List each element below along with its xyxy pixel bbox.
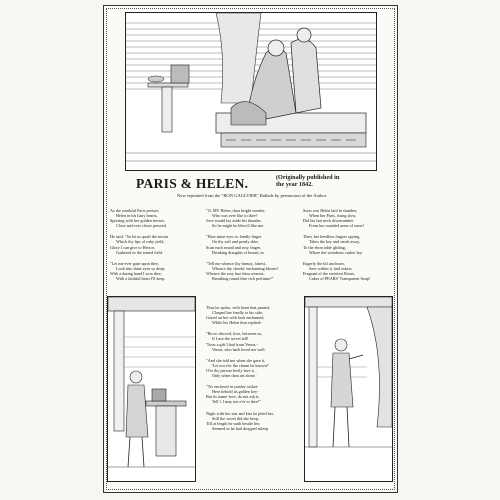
verse-line: Whence the rosy hue thou wearest,: [206, 270, 265, 276]
verse-line: Jove would lay aside his thunder,: [206, 218, 262, 224]
verse-line: If I not the secret tell!: [212, 336, 249, 342]
verse-line: Gazed on her with look enchanted,: [206, 315, 265, 321]
verse-line: Who was ever like to thee?: [212, 213, 258, 219]
verse-line: "Be no discord, love, between us,: [206, 331, 263, 337]
verse-line: 'Twas a gift I had from Venus,-: [206, 341, 258, 347]
verse-line: He said: "So let us quaff the nectar: [110, 234, 169, 240]
verse-line: Gathered in the tented field.: [116, 249, 163, 255]
paris-helen-illustration: [125, 12, 377, 171]
verse-line: Helen in his lusty hearts,: [116, 213, 158, 219]
verse-line: Clasped her fondly to his side,: [212, 310, 263, 316]
stanza: [206, 331, 296, 351]
verse-line: Which thy lips of ruby yield,: [116, 239, 165, 245]
verse-line: With a faithful heart I'll keep.: [116, 276, 166, 282]
stanza: [110, 261, 196, 281]
verse-line: When her Paris, rising slow,: [309, 213, 357, 219]
verse-line: From her rounded arms of snow!: [309, 223, 365, 229]
verse-line: To the ebon table gliding,: [303, 244, 346, 250]
verse-line: Breathing round thee rich perfume?": [212, 276, 274, 282]
verse-line: Did his fair neck disencumber: [303, 218, 354, 224]
stanza: [206, 261, 296, 281]
verse-line: Seemed as he had dropped asleep.: [212, 425, 270, 431]
verse-line: So he might be bless'd like me.: [212, 223, 265, 229]
verse-line: Thus he spoke, with heart that panted,: [206, 305, 270, 310]
verse-line: Where the wondrous casket lay;: [309, 249, 363, 255]
poem-column-left: [110, 208, 196, 287]
verse-line: Cakes of PEARS' Transparent Soap!: [309, 276, 371, 282]
verse-line: 'Let not e'er the charm be known!': [212, 362, 269, 368]
credit-line: Now reprinted from the "BON GAULTIER" Ballads by permission of the Author.: [176, 193, 328, 198]
verse-line: Sees within it, laid askew,: [309, 265, 353, 271]
stanza: [303, 208, 389, 228]
verse-line: Whence thy cheeks' enchanting bloom?: [212, 265, 279, 271]
title-row: [128, 172, 378, 194]
paris-casket-illustration: [107, 296, 196, 482]
verse-line: Close and ever closer pressed,: [116, 223, 167, 229]
verse-line: Still the secret did she keep,: [212, 415, 259, 421]
verse-line: Look into thine eyes so deep;: [116, 265, 166, 271]
stanza: [206, 411, 296, 431]
stanza: [206, 208, 296, 228]
stanza: [110, 234, 196, 254]
verse-line: On thy soft and pearly skin;: [212, 239, 259, 245]
page-title: PARIS & HELEN.: [136, 176, 249, 191]
poem-column-middle: [206, 208, 296, 287]
publication-note-line: the year 1842.: [276, 181, 313, 188]
verse-line: Eagerly the lid unclosen,: [303, 260, 345, 266]
stanza: [206, 358, 296, 378]
verse-line: Till at length he sank beside her,: [206, 420, 261, 426]
verse-line: "Tell me whence thy beauty, fairest,: [206, 260, 267, 266]
stanza: [110, 208, 196, 228]
verse-line: With a daring hand I won thee,: [110, 270, 162, 276]
verse-line: Sporting with her golden tresses,: [110, 218, 166, 224]
verse-line: O'er thy person freely lave it,: [206, 367, 255, 373]
stanza: [303, 261, 389, 281]
verse-line: "Tis enclosed in yonder casket-: [206, 384, 259, 390]
publication-note: [276, 174, 339, 188]
verse-line: "Let me ever gaze upon thee,: [110, 260, 159, 266]
verse-line: Scan each round and rosy finger,: [206, 244, 261, 250]
verse-line: As the youthful Paris presses: [110, 208, 159, 213]
stanza: [206, 384, 296, 404]
verse-line: Night with her star and kiss he plied her,: [206, 410, 274, 416]
verse-line: "How mine eyes so fondly linger: [206, 234, 262, 240]
verse-line: Soon was Helen laid in slumber,: [303, 208, 358, 213]
verse-line: "And she told me when she gave it,: [206, 357, 266, 363]
verse-line: Then, her heedless fingers spying,: [303, 234, 361, 240]
verse-line: But its name-love, do not ask it,: [206, 394, 260, 400]
verse-line: Here behold its golden key-: [212, 389, 259, 395]
verse-line: "O, MY Helen, thou bright wonder,: [206, 208, 266, 213]
poem-column-middle-lower: [206, 305, 296, 437]
verse-line: Tell 't I may not e'er to thee!": [212, 399, 261, 405]
stanza: [303, 234, 389, 254]
poem-column-right: [303, 208, 389, 287]
verse-line: Fragrant of the sweetest Roses,: [303, 270, 356, 276]
publication-note-line: (Originally published in: [276, 174, 340, 181]
verse-line: Drinking draughts of beauty in: [212, 249, 264, 255]
stanza: [206, 234, 296, 254]
verse-line: Takes the key and steals away,: [309, 239, 361, 245]
verse-line: While his Helen thus replied:-: [212, 320, 263, 326]
verse-line: Only when thou art alone.': [212, 373, 257, 379]
paris-soap-illustration: [304, 296, 393, 482]
verse-line: Glory I can give to Hector,: [110, 244, 155, 250]
stanza: [206, 305, 296, 325]
verse-line: Venus, who hath loved me well.: [212, 346, 266, 352]
